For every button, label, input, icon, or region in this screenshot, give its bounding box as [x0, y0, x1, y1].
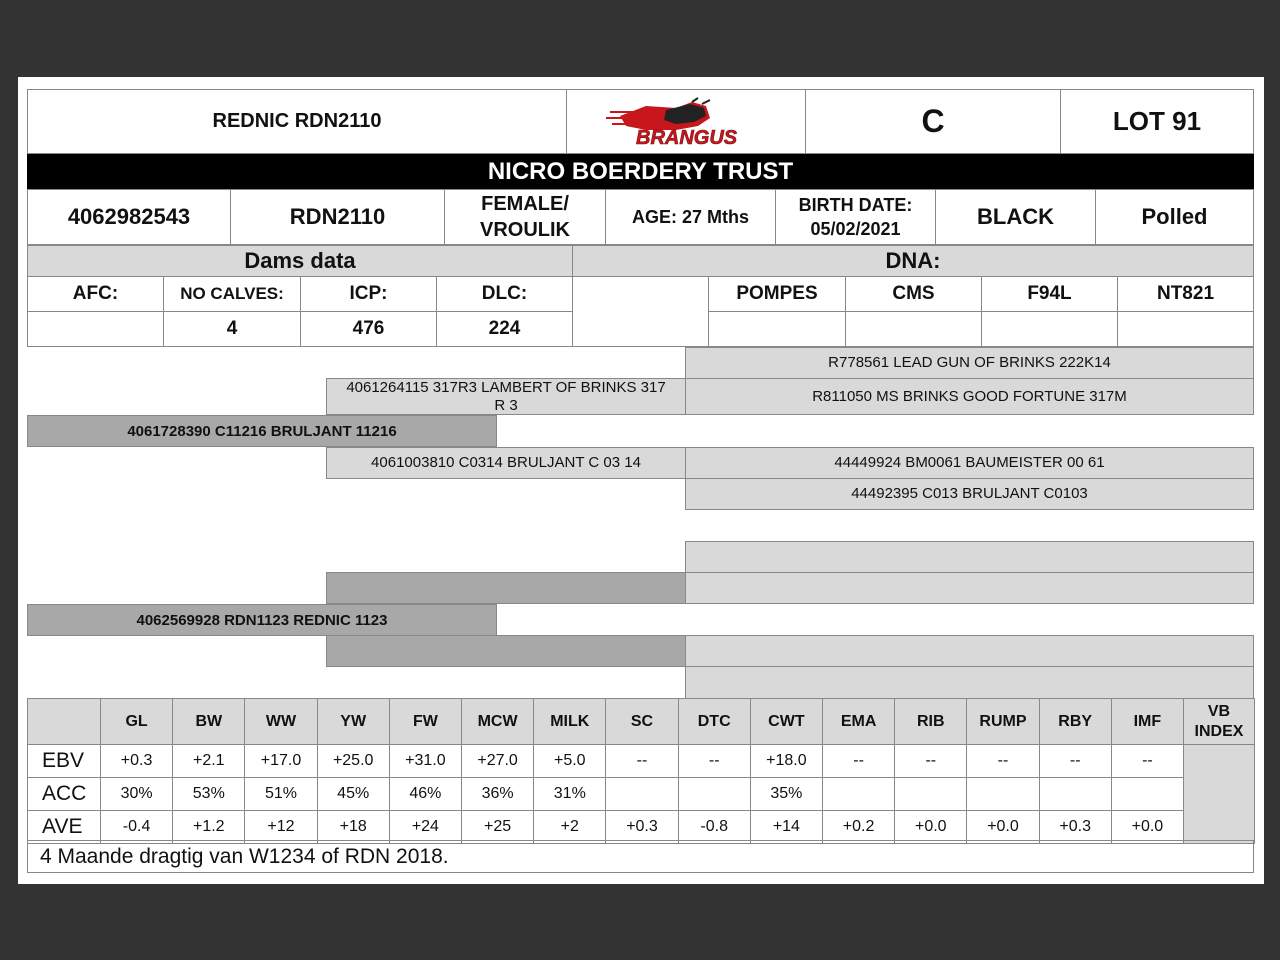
- sex-line-2: VROULIK: [480, 219, 570, 241]
- pedigree-dam: 4062569928 RDN1123 REDNIC 1123: [27, 604, 497, 636]
- birth-date-value: 05/02/2021: [810, 219, 901, 239]
- ebv-cell-acc-fw: 46%: [389, 777, 462, 811]
- sex-line-1: FEMALE/: [481, 193, 569, 215]
- ebv-cell-ave-mcw: +25: [461, 810, 534, 844]
- ebv-cell-acc-imf: [1111, 777, 1184, 811]
- ebv-cell-ave-yw: +18: [317, 810, 390, 844]
- ebv-header-cwt: CWT: [750, 698, 823, 745]
- animal-reg: RDN2110: [230, 189, 445, 245]
- pedigree-dam-sire: [326, 572, 686, 604]
- ebv-cell-ave-milk: +2: [533, 810, 606, 844]
- animal-colour: BLACK: [935, 189, 1096, 245]
- owner-name: NICRO BOERDERY TRUST: [27, 154, 1254, 189]
- ebv-cell-ebv-milk: +5.0: [533, 744, 606, 778]
- dna-value-cms: [845, 311, 982, 347]
- ebv-cell-ave-rib: +0.0: [894, 810, 967, 844]
- dna-header-nt821: NT821: [1117, 276, 1254, 312]
- ebv-cell-ebv-gl: +0.3: [100, 744, 173, 778]
- animal-name: REDNIC RDN2110: [27, 89, 567, 154]
- ebv-cell-acc-ww: 51%: [244, 777, 317, 811]
- dna-header-f94l: F94L: [981, 276, 1118, 312]
- pedigree-sire-sire: 4061264115 317R3 LAMBERT OF BRINKS 317 R 3: [326, 378, 686, 415]
- ebv-cell-ebv-ww: +17.0: [244, 744, 317, 778]
- dams-header-dlc: DLC:: [436, 276, 573, 312]
- ebv-header-imf: IMF: [1111, 698, 1184, 745]
- dams-header-no-calves: NO CALVES:: [163, 276, 301, 312]
- ebv-cell-ebv-bw: +2.1: [172, 744, 245, 778]
- ebv-cell-ebv-dtc: --: [678, 744, 751, 778]
- ebv-cell-ave-gl: -0.4: [100, 810, 173, 844]
- animal-id: 4062982543: [27, 189, 231, 245]
- ebv-header-vb-index: [1183, 698, 1255, 745]
- ebv-cell-acc-cwt: 35%: [750, 777, 823, 811]
- ebv-cell-ebv-mcw: +27.0: [461, 744, 534, 778]
- pedigree-dam-dam: [326, 635, 686, 667]
- ebv-cell-ebv-yw: +25.0: [317, 744, 390, 778]
- ebv-cell-acc-milk: 31%: [533, 777, 606, 811]
- ebv-cell-acc-mcw: 36%: [461, 777, 534, 811]
- ebv-header-sc: SC: [605, 698, 678, 745]
- ebv-cell-ave-imf: +0.0: [1111, 810, 1184, 844]
- brangus-wordmark: BRANGUS: [636, 126, 738, 148]
- horn-status: Polled: [1095, 189, 1254, 245]
- ebv-header-dtc: DTC: [678, 698, 751, 745]
- lot-number: LOT 91: [1060, 89, 1254, 154]
- ebv-cell-ebv-sc: --: [605, 744, 678, 778]
- pedigree-dam-dam-dam: [685, 666, 1254, 699]
- ebv-cell-acc-sc: [605, 777, 678, 811]
- ebv-cell-acc-rump: [966, 777, 1039, 811]
- dna-title: DNA:: [572, 245, 1254, 277]
- ebv-row-label-acc: ACC: [27, 777, 101, 811]
- ebv-cell-acc-rby: [1039, 777, 1112, 811]
- ebv-cell-acc-yw: 45%: [317, 777, 390, 811]
- dna-header-pompes: POMPES: [708, 276, 846, 312]
- ebv-cell-acc-bw: 53%: [172, 777, 245, 811]
- dams-value-afc: [27, 311, 164, 347]
- dams-value-icp: 476: [300, 311, 437, 347]
- ebv-header-milk: MILK: [533, 698, 606, 745]
- pedigree-sire-dam-sire: 44449924 BM0061 BAUMEISTER 00 61: [685, 447, 1254, 479]
- ebv-cell-ave-bw: +1.2: [172, 810, 245, 844]
- birth-date: [775, 189, 936, 245]
- ebv-cell-ebv-rib: --: [894, 744, 967, 778]
- ebv-header-yw: YW: [317, 698, 390, 745]
- ebv-cell-ave-dtc: -0.8: [678, 810, 751, 844]
- dams-value-no-calves: 4: [163, 311, 301, 347]
- birth-date-label: BIRTH DATE:: [798, 195, 913, 215]
- ebv-cell-ave-ww: +12: [244, 810, 317, 844]
- ebv-cell-acc-gl: 30%: [100, 777, 173, 811]
- pedigree-sire-dam-dam: 44492395 C013 BRULJANT C0103: [685, 478, 1254, 510]
- ebv-cell-ebv-cwt: +18.0: [750, 744, 823, 778]
- ebv-cell-ebv-rump: --: [966, 744, 1039, 778]
- ebv-table: [27, 698, 1254, 841]
- ebv-cell-acc-dtc: [678, 777, 751, 811]
- dna-value-nt821: [1117, 311, 1254, 347]
- ebv-header-ww: WW: [244, 698, 317, 745]
- dams-header-afc: AFC:: [27, 276, 164, 312]
- pedigree-sire-sire-sire: R778561 LEAD GUN OF BRINKS 222K14: [685, 347, 1254, 379]
- ebv-row-label-ave: AVE: [27, 810, 101, 844]
- ebv-header-mcw: MCW: [461, 698, 534, 745]
- dams-header-icp: ICP:: [300, 276, 437, 312]
- ebv-row-label-ebv: EBV: [27, 744, 101, 778]
- ebv-cell-acc-ema: [822, 777, 895, 811]
- pedigree-dam-sire-dam: [685, 572, 1254, 604]
- ebv-header-rump: RUMP: [966, 698, 1039, 745]
- pedigree-sire-sire-dam: R811050 MS BRINKS GOOD FORTUNE 317M: [685, 378, 1254, 415]
- note-text: 4 Maande dragtig van W1234 of RDN 2018.: [27, 840, 1254, 873]
- pedigree-dam-sire-sire: [685, 541, 1254, 573]
- ebv-cell-ave-rby: +0.3: [1039, 810, 1112, 844]
- ebv-header-ema: EMA: [822, 698, 895, 745]
- ebv-header-bw: BW: [172, 698, 245, 745]
- ebv-header-rib: RIB: [894, 698, 967, 745]
- ebv-cell-ebv-rby: --: [1039, 744, 1112, 778]
- dna-header-cms: CMS: [845, 276, 982, 312]
- dna-blank-cell: [572, 276, 709, 347]
- ebv-cell-ave-rump: +0.0: [966, 810, 1039, 844]
- lot-card: [18, 77, 1264, 884]
- ebv-header-gl: GL: [100, 698, 173, 745]
- ebv-cell-ebv-imf: --: [1111, 744, 1184, 778]
- ebv-corner-cell: [27, 698, 101, 745]
- dna-value-f94l: [981, 311, 1118, 347]
- ebv-cell-ave-fw: +24: [389, 810, 462, 844]
- pedigree-sire: 4061728390 C11216 BRULJANT 11216: [27, 415, 497, 447]
- pedigree-sire-dam: 4061003810 C0314 BRULJANT C 03 14: [326, 447, 686, 479]
- animal-sex: [444, 189, 606, 245]
- ebv-cell-ave-ema: +0.2: [822, 810, 895, 844]
- dna-value-pompes: [708, 311, 846, 347]
- pedigree-dam-dam-sire: [685, 635, 1254, 667]
- ebv-cell-acc-rib: [894, 777, 967, 811]
- grade-value: C: [805, 89, 1061, 154]
- vb-index-value: [1183, 744, 1255, 844]
- ebv-header-rby: RBY: [1039, 698, 1112, 745]
- vb-index-label-line-2: INDEX: [1194, 722, 1244, 740]
- dams-data-title: Dams data: [27, 245, 573, 277]
- brangus-logo: [566, 89, 806, 154]
- dams-value-dlc: 224: [436, 311, 573, 347]
- ebv-cell-ave-cwt: +14: [750, 810, 823, 844]
- ebv-cell-ebv-fw: +31.0: [389, 744, 462, 778]
- bull-logo-icon: [606, 96, 766, 148]
- animal-age: AGE: 27 Mths: [605, 189, 776, 245]
- vb-index-label-line-1: VB: [1207, 702, 1231, 720]
- ebv-cell-ave-sc: +0.3: [605, 810, 678, 844]
- ebv-header-fw: FW: [389, 698, 462, 745]
- ebv-cell-ebv-ema: --: [822, 744, 895, 778]
